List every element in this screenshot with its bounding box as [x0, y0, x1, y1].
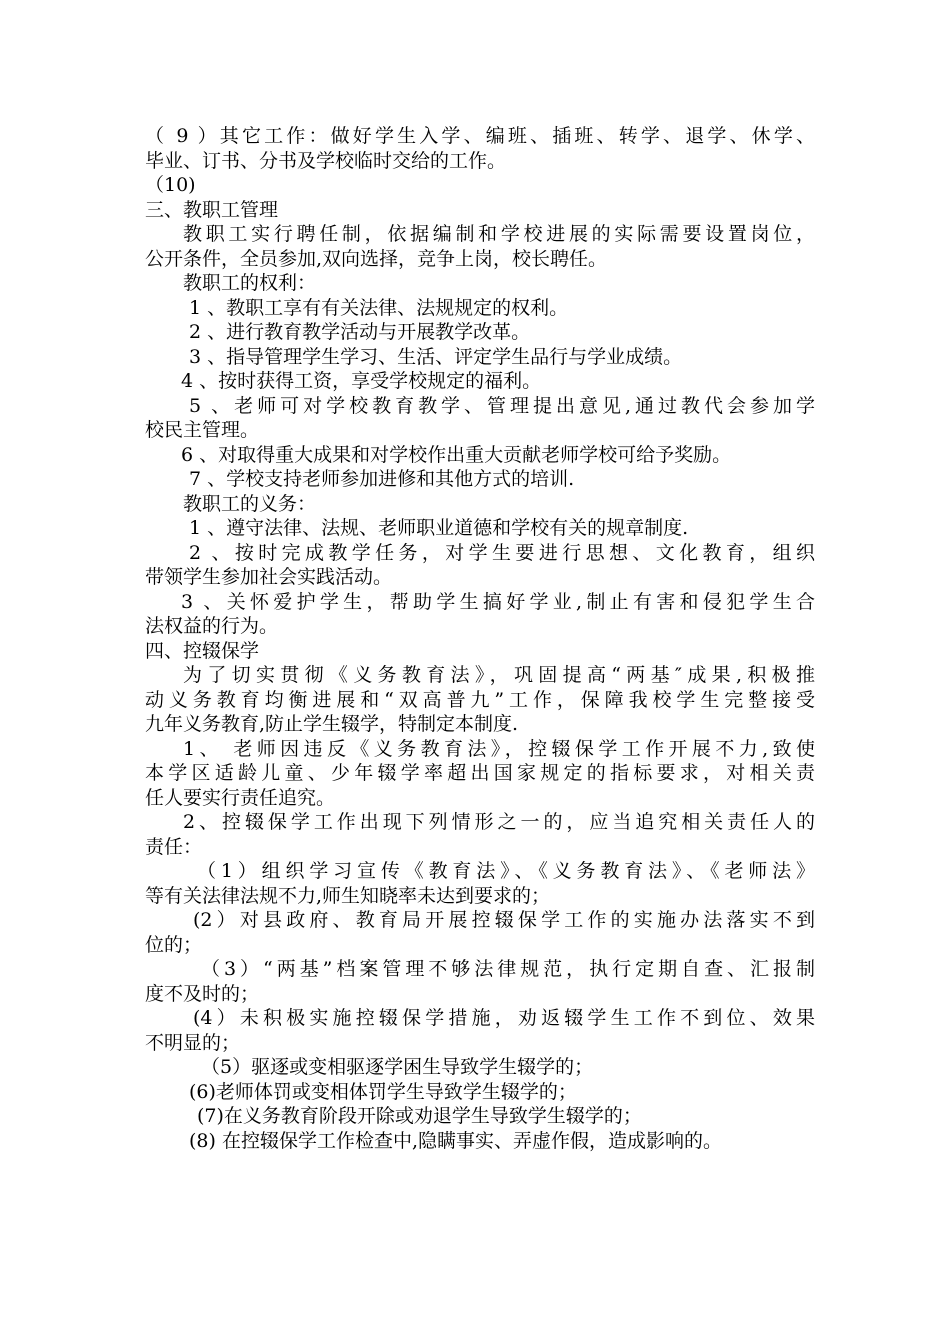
text-line: 责任：: [145, 835, 203, 858]
list-item: 7 、学校支持老师参加进修和其他方式的培训.: [189, 468, 575, 490]
list-item: 1 、遵守法律、法规、老师职业道德和学校有关的规章制度.: [189, 517, 689, 539]
section-heading: 四、控辍保学: [145, 639, 260, 662]
list-item: (2）对县政府、教育局开展控辍保学工作的实施办法落实不到: [193, 909, 815, 931]
text-line: 为了切实贯彻《义务教育法》，巩固提高“两基″成果,积极推: [183, 664, 815, 686]
text-line: 校民主管理。: [145, 419, 260, 441]
text-line: 毕业、订书、分书及学校临时交给的工作。: [145, 149, 507, 172]
text-line: 不明显的；: [145, 1031, 241, 1054]
list-item: 3 、指导管理学生学习、生活、评定学生品行与学业成绩。: [189, 345, 683, 368]
text-line: 本学区适龄儿童、少年辍学率超出国家规定的指标要求，对相关责: [145, 762, 815, 784]
document-body: [145, 124, 815, 1153]
list-item: 1、 老师因违反《义务教育法》，控辍保学工作开展不力,致使: [183, 737, 815, 760]
list-item: （5）驱逐或变相驱逐学困生导致学生辍学的；: [201, 1056, 594, 1078]
text-line: 教职工实行聘任制，依据编制和学校进展的实际需要设置岗位，: [183, 223, 815, 245]
list-item: 2 、按时完成教学任务，对学生要进行思想、文化教育，组织: [189, 541, 815, 564]
list-item: 5 、老师可对学校教育教学、管理提出意见,通过教代会参加学: [189, 394, 815, 417]
list-item: (4）未积极实施控辍保学措施，劝返辍学生工作不到位、效果: [193, 1007, 815, 1029]
list-item: (7)在义务教育阶段开除或劝退学生导致学生辍学的；: [197, 1105, 642, 1127]
text-line: （10): [145, 174, 196, 196]
list-item: （1）组织学习宣传《教育法》、《义务教育法》、《老师法》: [197, 860, 815, 882]
list-item: 1 、教职工享有有关法律、法规规定的权利。: [189, 296, 569, 319]
text-line: 动义务教育均衡进展和“双高普九”工作，保障我校学生完整接受: [145, 688, 815, 711]
text-line: 任人要实行责任追究。: [145, 786, 336, 809]
text-line: 公开条件，全员参加,双向选择，竞争上岗，校长聘任。: [145, 247, 608, 270]
text-line: （ 9 ）其它工作：做好学生入学、编班、插班、转学、退学、休学、: [145, 125, 815, 147]
text-line: 法权益的行为。: [145, 615, 279, 637]
list-item: (8) 在控辍保学工作检查中,隐瞒事实、弄虚作假，造成影响的。: [189, 1129, 722, 1152]
list-item: 3 、关怀爱护学生，帮助学生搞好学业,制止有害和侵犯学生合: [181, 590, 815, 613]
list-item: 6 、对取得重大成果和对学校作出重大贡献老师学校可给予奖励。: [181, 443, 732, 466]
text-line: 九年义务教育,防止学生辍学，特制定本制度.: [145, 713, 519, 735]
subheading: 教职工的权利：: [183, 272, 317, 294]
text-line: 等有关法律法规不力,师生知晓率未达到要求的；: [145, 884, 551, 907]
text-line: 带领学生参加社会实践活动。: [145, 566, 393, 588]
subheading: 教职工的义务：: [183, 492, 317, 515]
section-heading: 三、教职工管理: [145, 198, 279, 221]
text-line: 度不及时的；: [145, 982, 260, 1005]
list-item: （3）“两基”档案管理不够法律规范，执行定期自查、汇报制: [201, 958, 815, 980]
text-line: 位的；: [145, 933, 203, 956]
list-item: 4 、按时获得工资，享受学校规定的福利。: [181, 370, 542, 392]
list-item: 2、控辍保学工作出现下列情形之一的，应当追究相关责任人的: [183, 811, 815, 833]
list-item: 2 、进行教育教学活动与开展教学改革。: [189, 321, 531, 343]
list-item: (6)老师体罚或变相体罚学生导致学生辍学的；: [189, 1080, 577, 1103]
